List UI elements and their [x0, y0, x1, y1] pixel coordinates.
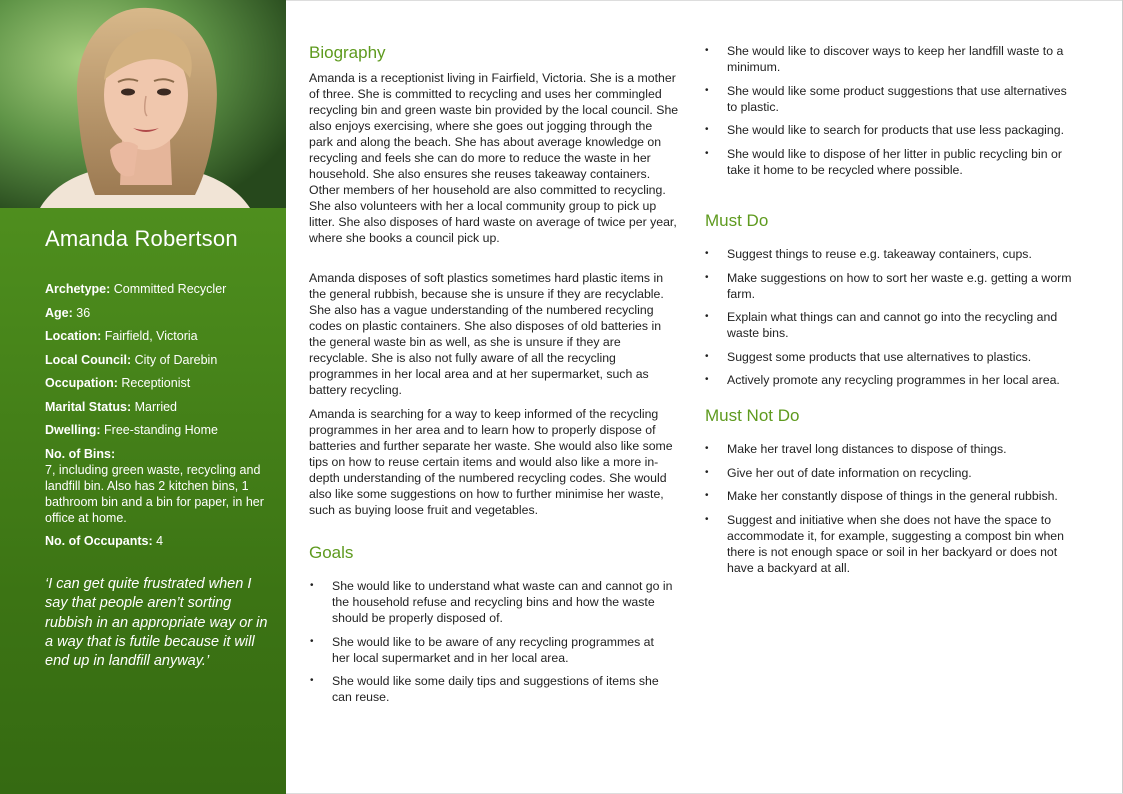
goals-list [310, 578, 675, 713]
must-not-do-list [705, 441, 1070, 583]
page-border-top [286, 0, 1123, 1]
biography-paragraph-3: Amanda is searching for a way to keep informed of the recycling programmes in her area and to learn how to properly dispose of batteries and further separate her waste. She would also like some tips on how to reuse certain items and would also like a more in-depth understanding of the numbered recycling codes. She would also like some suggestions on how to further minimise her waste, such as buying loose fruit and vegetables. [309, 407, 673, 517]
field-marital-status: Marital Status: Married [45, 399, 177, 414]
persona-details [45, 281, 270, 557]
field-location: Location: Fairfield, Victoria [45, 329, 198, 343]
list-item: • Make suggestions on how to sort her waste e.g. getting a worm farm. [705, 270, 1083, 302]
list-item: • She would like to dispose of her litter in public recycling bin or take it home to be recycled where possible. [705, 146, 1080, 178]
portrait-illustration [0, 0, 286, 208]
field-local-council: Local Council: City of Darebin [45, 352, 218, 367]
list-item: • She would like some product suggestions that use alternatives to plastic. [705, 83, 1080, 115]
list-item: • Make her constantly dispose of things in the general rubbish. [705, 488, 1070, 504]
list-item: • Make her travel long distances to dispose of things. [705, 441, 1070, 457]
persona-name: Amanda Robertson [45, 226, 238, 251]
list-item: • She would like to discover ways to keep her landfill waste to a minimum. [705, 43, 1080, 75]
field-archetype: Archetype: Committed Recycler [45, 282, 227, 296]
list-item: • Give her out of date information on recycling. [705, 465, 1070, 481]
list-item: • Explain what things can and cannot go into the recycling and waste bins. [705, 309, 1083, 341]
persona-sidebar [0, 0, 286, 794]
must-do-heading: Must Do [705, 211, 769, 230]
must-not-do-heading: Must Not Do [705, 406, 800, 425]
list-item: • Suggest some products that use alternatives to plastics. [705, 349, 1083, 365]
list-item: • Suggest and initiative when she does not have the space to accommodate it, for example, suggesting a compost bin when there is not enough space or soil in her backyard or does not have a backyard at all. [705, 512, 1070, 576]
field-number-of-occupants: No. of Occupants: 4 [45, 534, 164, 548]
biography-paragraph-1: Amanda is a receptionist living in Fairfield, Victoria. She is a mother of three. She is committed to recycling and uses her commingled recycling bin and green waste bin provided by the local council. She also enjoys exercising, where she goes out jogging through the park and along the beach. She has about average knowledge on recycling and feels she can do more to reduce the waste in her household. She also ensures she reuses takeaway containers. Other members of her household are also committed to recycling. She also volunteers with her a local community group to pick up litter. She also disposes of hard waste on average of twice per year, where she books a council pick up. [309, 71, 679, 245]
list-item: • Actively promote any recycling programmes in her local area. [705, 372, 1083, 388]
biography-paragraph-2: Amanda disposes of soft plastics sometimes hard plastic items in the general rubbish, because she is unsure if they are recyclable. She also has a vague understanding of the numbered recycling codes on plastic containers. She also disposes of old batteries in the general waste bin as well, as she is unsure if they are recyclable. She is also not fully aware of all the recycling programmes in her local area and at her supermarket, such as battery recycling. [309, 271, 664, 397]
field-number-of-bins: No. of Bins: 7, including green waste, recycling and landfill bin. Also has 2 kitchen bins, 1 bathroom bin and a bin for paper, in her office at home. [45, 446, 264, 525]
goals-heading: Goals [309, 543, 354, 562]
list-item: • She would like to be aware of any recycling programmes at her local supermarket and in her local area. [310, 634, 675, 666]
persona-photo [0, 0, 286, 208]
field-occupation: Occupation: Receptionist [45, 376, 191, 390]
biography-heading: Biography [309, 43, 386, 62]
goals-list-continued [705, 43, 1080, 185]
persona-quote: ‘I can get quite frustrated when I say that people aren’t sorting rubbish in an appropriate way or in a way that is futile because it will end up in landfill anyway.’ [45, 576, 268, 670]
field-dwelling: Dwelling: Free-standing Home [45, 423, 218, 437]
list-item: • She would like some daily tips and suggestions of items she can reuse. [310, 673, 675, 705]
list-item: • She would like to search for products that use less packaging. [705, 122, 1080, 138]
must-do-list [705, 246, 1083, 396]
field-age: Age: 36 [45, 305, 91, 320]
list-item: • Suggest things to reuse e.g. takeaway containers, cups. [705, 246, 1083, 262]
list-item: • She would like to understand what waste can and cannot go in the household refuse and recycling bins and how the waste should be properly disposed of. [310, 578, 675, 626]
